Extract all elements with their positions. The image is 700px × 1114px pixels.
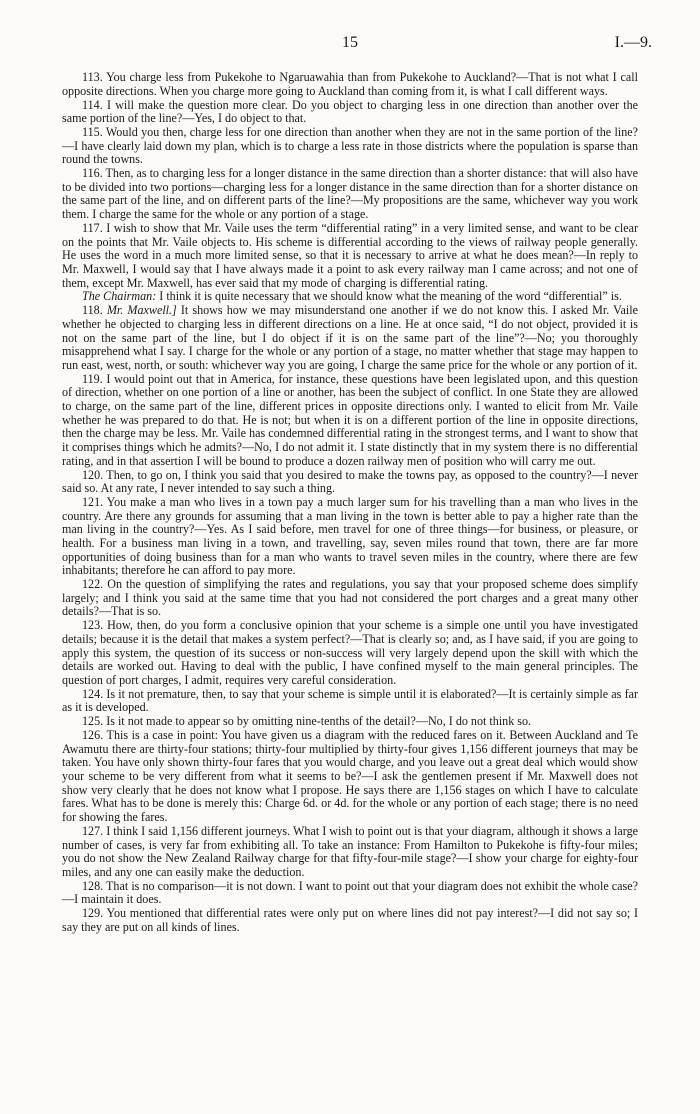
question-129: 129. You mentioned that differential rates were only put on where lines did not pay interest?—I did not say so; I say they are put on all kinds of lines. (62, 906, 638, 934)
question-122: 122. On the question of simplifying the rates and regulations, you say that your proposed scheme does simplify largely; and I think you said at the same time that you had not considered the port charges and a great many other details?—That is so. (62, 577, 638, 619)
question-124: 124. Is it not premature, then, to say that your scheme is simple until it is elaborated?—It is certainly simple as far as it is developed. (62, 686, 638, 715)
document-reference: I.—9. (614, 34, 652, 51)
page-number: 15 (342, 34, 358, 51)
question-127: 127. I think I said 1,156 different journeys. What I wish to point out is that your diagram, although it shows a large number of cases, is very far from exhibiting all. To take an instance: From Hamilton to Pukekohe is fifty-four miles; you do not show the New Zealand Railway charge for that fifty-four-mile stage?—I show your charge for eighty-four miles, and any one can easily make the deduction. (62, 823, 638, 879)
question-121: 121. You make a man who lives in a town pay a much larger sum for his travelling than a man who lives in the country. Are there any grounds for assuming that a man living in the town is better able to pay a higher rate than the man living in the country?—Yes. As I said before, men travel for one of three things—for business, or pleasure, or health. For a business man living in a town, and travelling, say, seven miles round that town, there are far more opportunities of doing business than for a man who wants to travel seven miles in the country, where there are few inhabitants; therefore he can afford to pay more. (62, 495, 638, 578)
question-113: 113. You charge less from Pukekohe to Ngaruawahia than from Pukekohe to Auckland?—That is not what I call opposite directions. When you charge more going to Auckland than coming from it, is what I call different ways. (62, 70, 638, 98)
speaker-label: The Chairman: (82, 289, 157, 304)
question-118: 118. Mr. Maxwell.] It shows how we may misunderstand one another if we do not know this. I asked Mr. Vaile whether he objected to charging less in different directions on a line. He at once said, “I do not object, provided it is not on the same part of the line, but I do object if it is on the same part of the line”?—No; you thoroughly misapprehend what I say. I charge for the whole or any portion of a stage, no matter whether that stage may happen to run east, west, north, or south: whichever way you are going, I charge the same price for the whole or any portion of it. (62, 303, 639, 372)
question-114: 114. I will make the question more clear. Do you object to charging less in one direction than another over the same portion of the line?—Yes, I do object to that. (62, 97, 638, 126)
question-125: 125. Is it not made to appear so by omitting nine-tenths of the detail?—No, I do not think so. (82, 714, 532, 729)
question-116: 116. Then, as to charging less for a longer distance in the same direction than a shorter distance: that will also have to be divided into two portions—charging less for a longer distance in the same direction than for a shorter distance on the same part of the line, and on different parts of the line?—My propositions are the same, whichever way you work them. I charge the same for the whole or any portion of a stage. (62, 166, 638, 222)
question-115: 115. Would you then, charge less for one direction than another when they are not in the same portion of the line?—I have clearly laid down my plan, which is to charge a less rate in those districts where the population is sparse than round the towns. (62, 125, 638, 167)
question-117: 117. I wish to show that Mr. Vaile uses the term “differential rating” in a very limited sense, and want to be clear on the points that Mr. Vaile objects to. His scheme is differential according to the views of railway people generally. He uses the word in a much more limited sense, so that it is necessary to arrive at what he does mean?—In reply to Mr. Maxwell, I would say that I have always made it a point to ask every railway man I came across; and not one of them, except Mr. Maxwell, has ever said that my mode of charging is differential rating. (62, 220, 638, 290)
question-128: 128. That is no comparison—it is not down. I want to point out that your diagram does not exhibit the whole case?—I maintain it does. (62, 878, 638, 907)
question-120: 120. Then, to go on, I think you said that you desired to make the towns pay, as opposed to the country?—I never said so. At any rate, I never intended to say such a thing. (62, 467, 638, 496)
document-body (62, 71, 638, 935)
page-header (0, 34, 700, 56)
question-119: 119. I would point out that in America, for instance, these questions have been legislated upon, and this question of direction, whether on one portion of a line or another, has been the subject of conflict. In one State they are allowed to charge, on the same part of the line, different prices in opposite directions only. I wanted to elicit from Mr. Vaile whether he was prepared to do that. He is not; but when it is on a different portion of the line in opposite directions, then the charge may be less. Mr. Vaile has condemned differential rating in the strongest terms, and I want to show that it comprises things which he admits?—No, I do not admit it. I state distinctly that in my system there is no differential rating, and in that assertion I will be bound to produce a dozen railway men of position who will carry me out. (62, 371, 638, 468)
question-126: 126. This is a case in point: You have given us a diagram with the reduced fares on it. Between Auckland and Te Awamutu there are thirty-four stations; thirty-four multiplied by thirty-four gives 1,156 different journeys that may be taken. You have only shown thirty-four fares that you would charge, and you leave out a great deal which would show your scheme to be very different from what it seems to be?—I ask the gentlemen present if Mr. Maxwell does not show very clearly that he does not know what I propose. He says there are 1,156 stages on which I have to calculate fares. What has to be done is merely this: Charge 6d. or 4d. for the whole or any portion of each stage; there is no need for showing the fares. (62, 728, 638, 825)
speaker-label: Mr. Maxwell.] (106, 303, 177, 318)
chairman-remark: The Chairman: I think it is quite necessary that we should know what the meaning of the word “differential” is. (82, 289, 622, 304)
question-123: 123. How, then, do you form a conclusive opinion that your scheme is a simple one until you have investigated details; because it is the detail that makes a system perfect?—That is clearly so; and, as I have said, if you are going to apply this system, the question of its success or non-success will very largely depend upon the skill with which the details are worked out. Having to deal with the public, I have confined myself to the main general principles. The question of port charges, I admit, requires very careful consideration. (62, 618, 638, 687)
